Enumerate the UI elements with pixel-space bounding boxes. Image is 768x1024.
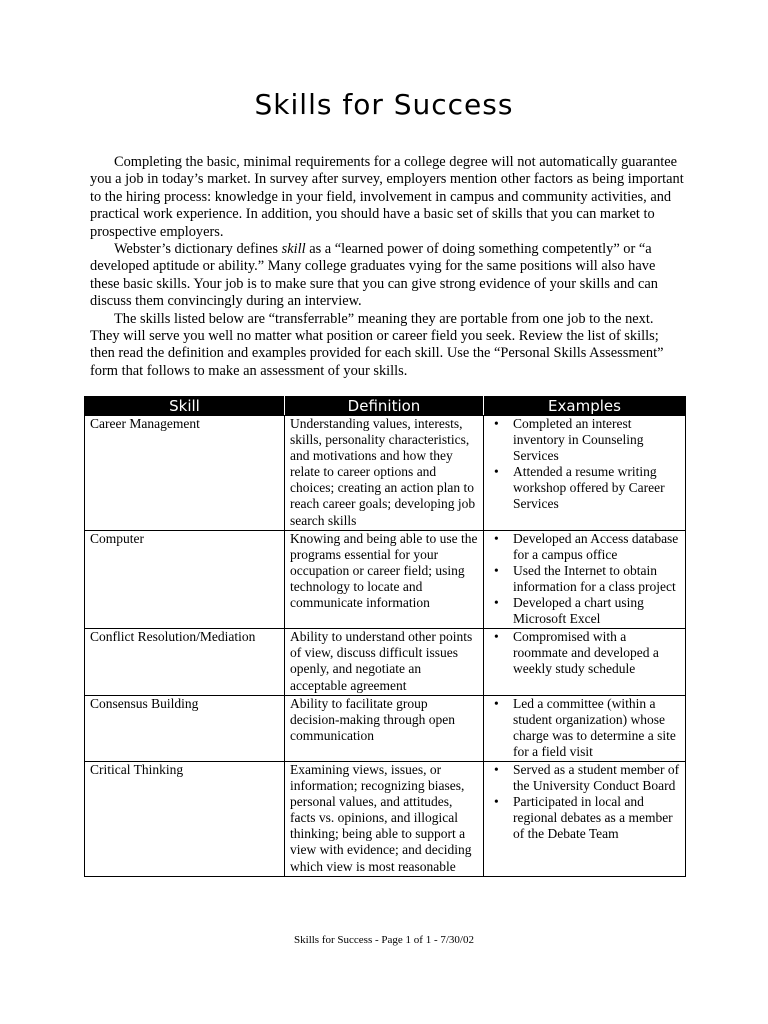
skill-name: Conflict Resolution/Mediation [85, 629, 285, 695]
table-row [85, 761, 686, 876]
skill-term: skill [281, 241, 306, 258]
skill-examples [484, 761, 686, 876]
table-row [85, 530, 686, 629]
table-row [85, 629, 686, 695]
skill-examples [484, 695, 686, 761]
example-item: • Used the Internet to obtain information for a class project [489, 563, 681, 595]
header-examples: Examples [484, 397, 686, 416]
page-title: Skills for Success [254, 88, 514, 121]
skill-name: Computer [85, 530, 285, 629]
intro-paragraph-2-end: as a “learned power of doing something competently” or “a developed aptitude or ability.” Many college graduates vying for the same positions will also have these basic skills. Your job is to make sure that you can give strong evidence of your skills and can discuss them convincingly during an interview. [90, 241, 658, 310]
intro-paragraph-1: Completing the basic, minimal requirements for a college degree will not automatically guarantee you a job in today’s market. In survey after survey, employers mention other factors as being important to the hiring process: knowledge in your field, involvement in campus and community activities, and practical work experience. In addition, you should have a basic set of skills that you can market to prospective employers. [90, 154, 684, 240]
header-definition: Definition [285, 397, 484, 416]
skill-examples [484, 629, 686, 695]
header-skill: Skill [85, 397, 285, 416]
example-item: • Served as a student member of the University Conduct Board [489, 762, 681, 794]
table-row [85, 695, 686, 761]
intro-paragraph-2-start: Webster’s dictionary defines [114, 241, 282, 258]
skill-definition: Understanding values, interests, skills, personality characteristics, and motivations and how they relate to career options and choices; creating an action plan to reach career goals; developing job search skills [285, 416, 484, 531]
example-item: • Completed an interest inventory in Counseling Services [489, 416, 681, 464]
example-item: • Led a committee (within a student organization) whose charge was to determine a site for a field visit [489, 696, 681, 760]
skill-definition: Ability to understand other points of view, discuss difficult issues openly, and negotiate an acceptable agreement [285, 629, 484, 695]
skill-definition: Ability to facilitate group decision-making through open communication [285, 695, 484, 761]
example-item: • Compromised with a roommate and developed a weekly study schedule [489, 629, 681, 677]
example-item: • Developed an Access database for a campus office [489, 531, 681, 563]
intro-paragraph-2 [90, 241, 684, 311]
skill-definition: Knowing and being able to use the programs essential for your occupation or career field; using technology to locate and communicate information [285, 530, 484, 629]
skill-examples [484, 416, 686, 531]
example-item: • Attended a resume writing workshop offered by Career Services [489, 464, 681, 512]
skill-name: Critical Thinking [85, 761, 285, 876]
page-footer: Skills for Success - Page 1 of 1 - 7/30/02 [294, 934, 474, 946]
skill-name: Consensus Building [85, 695, 285, 761]
skill-examples [484, 530, 686, 629]
example-item: • Developed a chart using Microsoft Excel [489, 595, 681, 627]
skills-table [84, 396, 686, 877]
table-header-row [85, 397, 686, 416]
skill-name: Career Management [85, 416, 285, 531]
example-item: • Participated in local and regional debates as a member of the Debate Team [489, 794, 681, 842]
table-row [85, 416, 686, 531]
skill-definition: Examining views, issues, or information; recognizing biases, personal values, and attitudes, facts vs. opinions, and illogical thinking; being able to support a view with evidence; and deciding which view is most reasonable [285, 761, 484, 876]
intro-paragraph-3: The skills listed below are “transferrable” meaning they are portable from one job to the next. They will serve you well no matter what position or career field you seek. Review the list of skills; then read the definition and examples provided for each skill. Use the “Personal Skills Assessment” form that follows to make an assessment of your skills. [90, 310, 664, 379]
intro-text [90, 154, 684, 380]
